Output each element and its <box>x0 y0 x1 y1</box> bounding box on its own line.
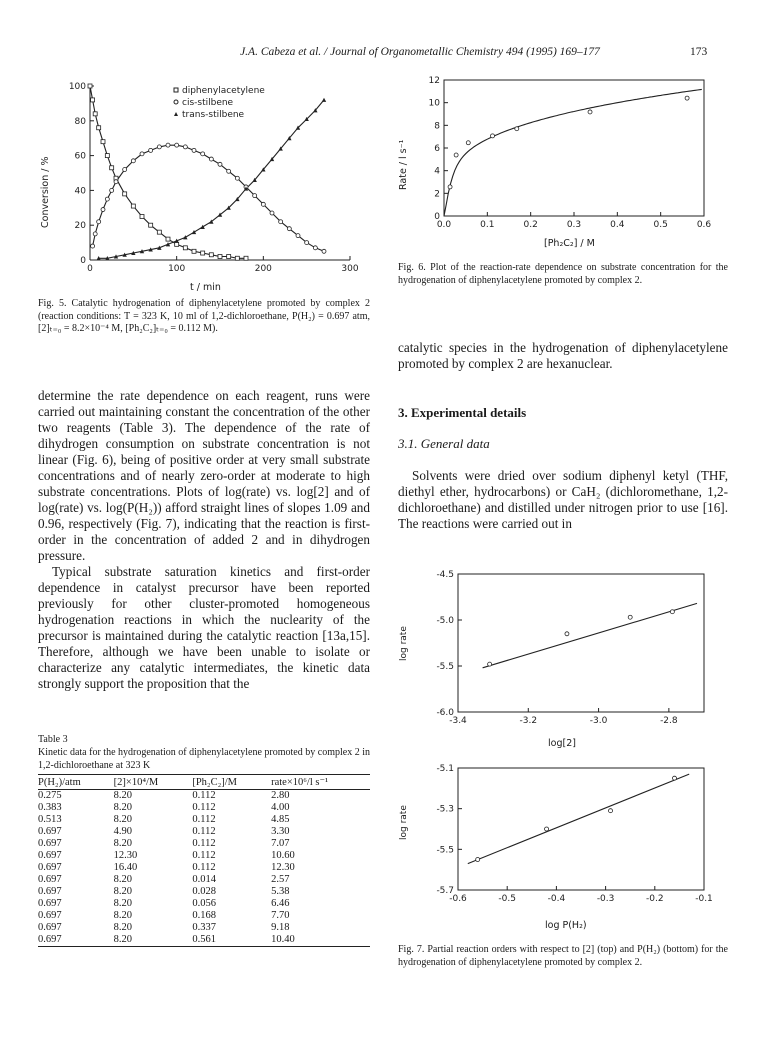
fig6-axes <box>429 76 712 230</box>
data-point-circle <box>114 180 118 184</box>
x-tick-label: -3.2 <box>519 716 538 726</box>
table-cell: 9.18 <box>271 922 290 933</box>
table-cell: 0.112 <box>192 826 216 837</box>
data-point-square <box>244 256 248 260</box>
table-cell: 8.20 <box>113 910 133 921</box>
y-tick-label: 10 <box>428 98 440 109</box>
data-point-square <box>97 126 101 130</box>
paragraph: Solvents were dried over sodium diphenyl ketyl (THF, diethyl ether, hydrocarbons) or CaH₂ (dichloromethane, 1,2-dichloroethane) and distilled under nitrogen prior to use [16]. The reactions were carried out in <box>398 468 728 531</box>
table-cell: 8.20 <box>113 874 133 885</box>
fig7-top-xlabel: log[2] <box>548 738 576 749</box>
table-cell: 3.30 <box>271 826 290 837</box>
table-cell: 0.697 <box>38 826 62 837</box>
data-point-circle <box>261 202 265 206</box>
data-point-square <box>218 255 222 259</box>
y-tick-label: 20 <box>74 221 86 232</box>
data-point-circle <box>322 249 326 253</box>
table-cell: 0.275 <box>38 790 62 801</box>
table-cell: 12.30 <box>113 850 138 861</box>
data-point-square <box>110 166 114 170</box>
table-cell: 8.20 <box>113 814 133 825</box>
table-cell: 2.57 <box>271 874 290 885</box>
table-cell: 8.20 <box>113 898 133 909</box>
page-number: 173 <box>690 46 708 58</box>
fig7-bottom-markers <box>468 774 689 864</box>
plot-frame <box>458 768 704 890</box>
table-cell: 0.014 <box>192 874 216 885</box>
table3-caption: Kinetic data for the hydrogenation of diphenylacetylene promoted by complex 2 in 1,2-dichloroethane at 323 K <box>38 747 370 771</box>
y-tick-label: -4.5 <box>436 570 454 580</box>
paragraph: determine the rate dependence on each reagent, runs were carried out maintaining constant the concentration of the other two reagents (Table 3). The dependence of the rate of dihydrogen consumption on substrate concentration is not linear (Fig. 6), being of positive order at very small substrate concentrations and of nearly zero-order at moderate to high substrate concentrations. Plots of log(rate) vs. log[2] and of log(rate) vs. log(P(H₂)) afford straight lines of slopes 1.09 and 0.96, respectively (Fig. 7), indicating that the reaction is first-order in the concentration of added 2 and in dihydrogen pressure. <box>38 388 370 563</box>
y-tick-label: 100 <box>68 82 86 92</box>
data-point-square <box>149 223 153 227</box>
data-point-square <box>227 255 231 259</box>
table-cell: 0.697 <box>38 898 62 909</box>
data-point <box>491 134 495 138</box>
fig6-ylabel: Rate / l s⁻¹ <box>398 139 409 190</box>
table-cell: 10.40 <box>271 934 370 947</box>
legend-square-marker <box>174 88 178 92</box>
data-point <box>670 610 674 614</box>
table3 <box>38 774 370 947</box>
x-tick-label: 0.1 <box>480 220 495 230</box>
data-point-square <box>166 237 170 241</box>
table-cell: 0.168 <box>192 910 216 921</box>
x-tick-label: -0.2 <box>646 894 664 904</box>
running-head: J.A. Cabeza et al. / Journal of Organometallic Chemistry 494 (1995) 169–177 <box>240 46 600 58</box>
fig6-caption: Fig. 6. Plot of the reaction-rate dependence on substrate concentration for the hydrogenation of diphenylacetylene promoted by complex 2. <box>398 262 728 286</box>
y-tick-label: 6 <box>434 144 440 154</box>
table-header-row <box>38 775 370 790</box>
paragraph: Typical substrate saturation kinetics and first-order dependence in catalyst precursor have been reported previously for other cluster-promoted homogeneous hydrogenation reactions in which the nuclearity of the precursor is maintained during the catalytic reaction [13a,15]. Therefore, although we have been unable to isolate or characterize any catalytic intermediates, the kinetic data strongly support the proposition that the <box>38 564 370 691</box>
table-cell: 0.337 <box>192 922 216 933</box>
table-cell: 10.60 <box>271 850 295 861</box>
data-point-circle <box>183 145 187 149</box>
data-point-circle <box>157 145 161 149</box>
data-point-circle <box>218 162 222 166</box>
x-tick-label: 0 <box>87 264 93 274</box>
data-point <box>588 110 592 114</box>
x-tick-label: 200 <box>254 264 272 274</box>
x-tick-label: -0.1 <box>695 894 713 904</box>
table-cell: 0.697 <box>38 910 62 921</box>
x-tick-label: 0.2 <box>523 220 538 230</box>
data-point-square <box>93 112 97 116</box>
column-header: [2]×10⁴/M <box>114 775 193 790</box>
table-cell: 7.70 <box>271 910 290 921</box>
data-point-circle <box>296 234 300 238</box>
x-tick-label: 0.6 <box>696 220 712 230</box>
data-point-circle <box>97 220 101 224</box>
column-header: rate×10⁶/l s⁻¹ <box>271 775 370 790</box>
y-tick-label: 8 <box>434 121 440 132</box>
x-tick-label: -2.8 <box>660 716 678 726</box>
data-point <box>488 662 492 666</box>
data-point <box>685 96 689 100</box>
data-point-circle <box>101 208 105 212</box>
left-column-text <box>38 388 370 692</box>
section-heading: 3. Experimental details <box>398 405 527 420</box>
data-point-triangle <box>192 230 196 234</box>
data-point-square <box>175 242 179 246</box>
fit-curve <box>444 89 702 216</box>
x-tick-label: -3.4 <box>449 716 467 726</box>
data-point-square <box>183 246 187 250</box>
table-cell: 6.46 <box>271 898 290 909</box>
data-point-circle <box>166 143 170 147</box>
x-tick-label: 0.4 <box>610 220 625 230</box>
data-point-circle <box>105 197 109 201</box>
y-tick-label: 60 <box>74 151 86 162</box>
table-row <box>38 826 370 838</box>
data-point <box>672 776 676 780</box>
kinetic-data-table <box>38 774 370 947</box>
data-point-square <box>140 215 144 219</box>
table-cell: 0.383 <box>38 802 62 813</box>
data-point-triangle <box>183 235 187 239</box>
y-tick-label: 2 <box>434 189 440 200</box>
data-point-square <box>235 256 239 260</box>
table-row <box>38 898 370 910</box>
y-tick-label: 0 <box>80 256 86 266</box>
data-point-square <box>105 154 109 158</box>
table-row <box>38 802 370 814</box>
y-tick-label: -5.5 <box>436 845 454 856</box>
legend-trans-stilbene: trans-stilbene <box>182 110 245 120</box>
subsection-heading: 3.1. General data <box>398 436 490 451</box>
plot-frame <box>458 574 704 712</box>
table-cell: 0.112 <box>192 790 216 801</box>
table-cell: 0.028 <box>192 886 216 897</box>
fig5-xlabel: t / min <box>190 282 221 293</box>
data-point <box>466 141 470 145</box>
data-point-square <box>123 192 127 196</box>
trans-stilbene-curve <box>99 100 324 258</box>
table-cell: 4.00 <box>271 802 290 813</box>
y-tick-label: -5.0 <box>436 616 454 626</box>
fig7-top-markers <box>483 603 697 667</box>
table-row <box>38 790 370 803</box>
y-tick-label: -5.3 <box>436 804 454 815</box>
table-cell: 0.697 <box>38 922 62 933</box>
data-point-square <box>101 140 105 144</box>
data-point-circle <box>253 194 257 198</box>
legend-diphenylacetylene: diphenylacetylene <box>182 86 265 96</box>
y-tick-label: -5.5 <box>436 662 454 672</box>
fig5-legend <box>174 86 265 120</box>
table3-title: Table 3 <box>38 734 68 745</box>
data-point-circle <box>270 211 274 215</box>
table-row <box>38 814 370 826</box>
data-point-square <box>88 84 92 88</box>
fig7-bottom-axes <box>436 764 712 904</box>
table-cell: 4.85 <box>271 814 290 825</box>
table-cell: 8.20 <box>113 886 133 897</box>
data-point-circle <box>93 232 97 236</box>
legend-cis-stilbene: cis-stilbene <box>182 98 234 108</box>
x-tick-label: -0.5 <box>498 894 516 904</box>
table-cell: 0.561 <box>192 934 271 947</box>
table-row <box>38 886 370 898</box>
data-point-circle <box>140 152 144 156</box>
x-tick-label: 0.3 <box>566 220 582 230</box>
table-row <box>38 838 370 850</box>
y-tick-label: 40 <box>74 186 86 197</box>
legend-triangle-marker <box>174 112 178 116</box>
table-cell: 4.90 <box>113 826 133 837</box>
fig5-chart <box>38 78 368 290</box>
fig7-bottom-xlabel: log P(H₂) <box>545 920 587 931</box>
data-point-square <box>131 204 135 208</box>
table-cell: 5.38 <box>271 886 290 897</box>
table-cell: 0.697 <box>38 886 62 897</box>
data-point-circle <box>192 148 196 152</box>
data-point-circle <box>131 159 135 163</box>
fig5-caption: Fig. 5. Catalytic hydrogenation of diphenylacetylene promoted by complex 2 (reaction conditions: T = 323 K, 10 ml of 1,2-dichloroethane, P(H₂) = 0.697 atm, [2]ₜ₌₀ = 8.2×10⁻⁴ M, [Ph₂C₂]ₜ₌₀ = 0.112 M). <box>38 298 370 334</box>
plot-frame <box>444 80 704 216</box>
x-tick-label: 0.0 <box>436 220 452 230</box>
data-point-square <box>209 253 213 257</box>
data-point-square <box>91 98 95 102</box>
data-point <box>565 632 569 636</box>
y-tick-label: 12 <box>428 76 440 86</box>
data-point-circle <box>149 148 153 152</box>
table-cell: 8.20 <box>113 790 133 801</box>
data-point <box>454 153 458 157</box>
data-point-circle <box>175 143 179 147</box>
table-cell: 0.697 <box>38 850 62 861</box>
y-tick-label: -5.1 <box>436 764 454 774</box>
fig7-bottom-ylabel: log rate <box>399 805 409 840</box>
y-tick-label: 4 <box>434 166 440 177</box>
table-cell: 7.07 <box>271 838 290 849</box>
table-cell: 0.112 <box>192 850 216 861</box>
data-point <box>545 827 549 831</box>
table-row <box>38 922 370 934</box>
fig6-xlabel: [Ph₂C₂] / M <box>544 238 595 249</box>
data-point-circle <box>201 152 205 156</box>
x-tick-label: -0.4 <box>547 894 566 904</box>
table-cell: 16.40 <box>113 862 138 873</box>
fig7-caption: Fig. 7. Partial reaction orders with respect to [2] (top) and P(H₂) (bottom) for the hydrogenation of diphenylacetylene promoted by complex 2. <box>398 944 728 968</box>
data-point <box>515 127 519 131</box>
fig7-top-ylabel: log rate <box>399 626 409 661</box>
column-header: P(H₂)/atm <box>38 775 114 790</box>
table-cell: 8.20 <box>114 934 193 947</box>
table-cell: 8.20 <box>113 922 133 933</box>
data-point <box>609 809 613 813</box>
x-tick-label: 0.5 <box>653 220 668 230</box>
data-point-circle <box>235 176 239 180</box>
regression-line <box>483 603 697 667</box>
table-cell: 0.112 <box>192 814 216 825</box>
table-cell: 0.112 <box>192 838 216 849</box>
data-point-square <box>157 230 161 234</box>
data-point-circle <box>91 244 95 248</box>
data-point-triangle <box>322 98 326 102</box>
column-header: [Ph₂C₂]/M <box>192 775 271 790</box>
data-point <box>476 858 480 862</box>
table-row <box>38 910 370 922</box>
table-cell: 8.20 <box>113 838 133 849</box>
data-point-circle <box>209 157 213 161</box>
table-cell: 0.112 <box>192 862 216 873</box>
fig5-ylabel: Conversion / % <box>40 156 51 228</box>
fig6-chart <box>392 70 722 260</box>
table-cell: 8.20 <box>113 802 133 813</box>
x-tick-label: -0.3 <box>596 894 615 904</box>
table-cell: 2.80 <box>271 790 290 801</box>
fig7-top-axes <box>436 570 704 726</box>
table-cell: 0.697 <box>38 862 62 873</box>
y-tick-label: -6.0 <box>436 708 454 718</box>
data-point-square <box>201 251 205 255</box>
data-point <box>448 185 452 189</box>
x-tick-label: -0.6 <box>449 894 467 904</box>
x-tick-label: 100 <box>168 264 186 274</box>
table-cell: 0.697 <box>38 874 62 885</box>
fig7-bottom-chart <box>392 760 722 920</box>
data-point-circle <box>313 246 317 250</box>
fig7-top-chart <box>392 566 722 746</box>
data-point-circle <box>123 168 127 172</box>
table-cell: 0.697 <box>38 838 62 849</box>
table-row <box>38 850 370 862</box>
data-point <box>628 615 632 619</box>
y-tick-label: 0 <box>434 212 440 222</box>
table-row <box>38 874 370 886</box>
table-cell: 12.30 <box>271 862 295 873</box>
data-point-circle <box>227 169 231 173</box>
x-tick-label: -3.0 <box>589 716 608 726</box>
y-tick-label: 80 <box>74 116 86 127</box>
table-cell: 0.697 <box>38 934 114 947</box>
fig6-markers <box>444 89 702 216</box>
table-cell: 0.112 <box>192 802 216 813</box>
data-point-circle <box>279 220 283 224</box>
data-point-square <box>192 249 196 253</box>
legend-circle-marker <box>174 100 178 104</box>
paragraph: catalytic species in the hydrogenation of diphenylacetylene promoted by complex 2 are hexanuclear. <box>398 340 728 371</box>
right-column-text <box>398 340 728 372</box>
table-row <box>38 862 370 874</box>
x-tick-label: 300 <box>341 264 359 274</box>
table-row <box>38 934 370 947</box>
table-cell: 0.056 <box>192 898 216 909</box>
data-point-circle <box>287 227 291 231</box>
y-tick-label: -5.7 <box>436 886 454 896</box>
regression-line <box>468 774 689 864</box>
data-point-circle <box>305 241 309 245</box>
table-cell: 0.513 <box>38 814 62 825</box>
data-point-circle <box>110 188 114 192</box>
